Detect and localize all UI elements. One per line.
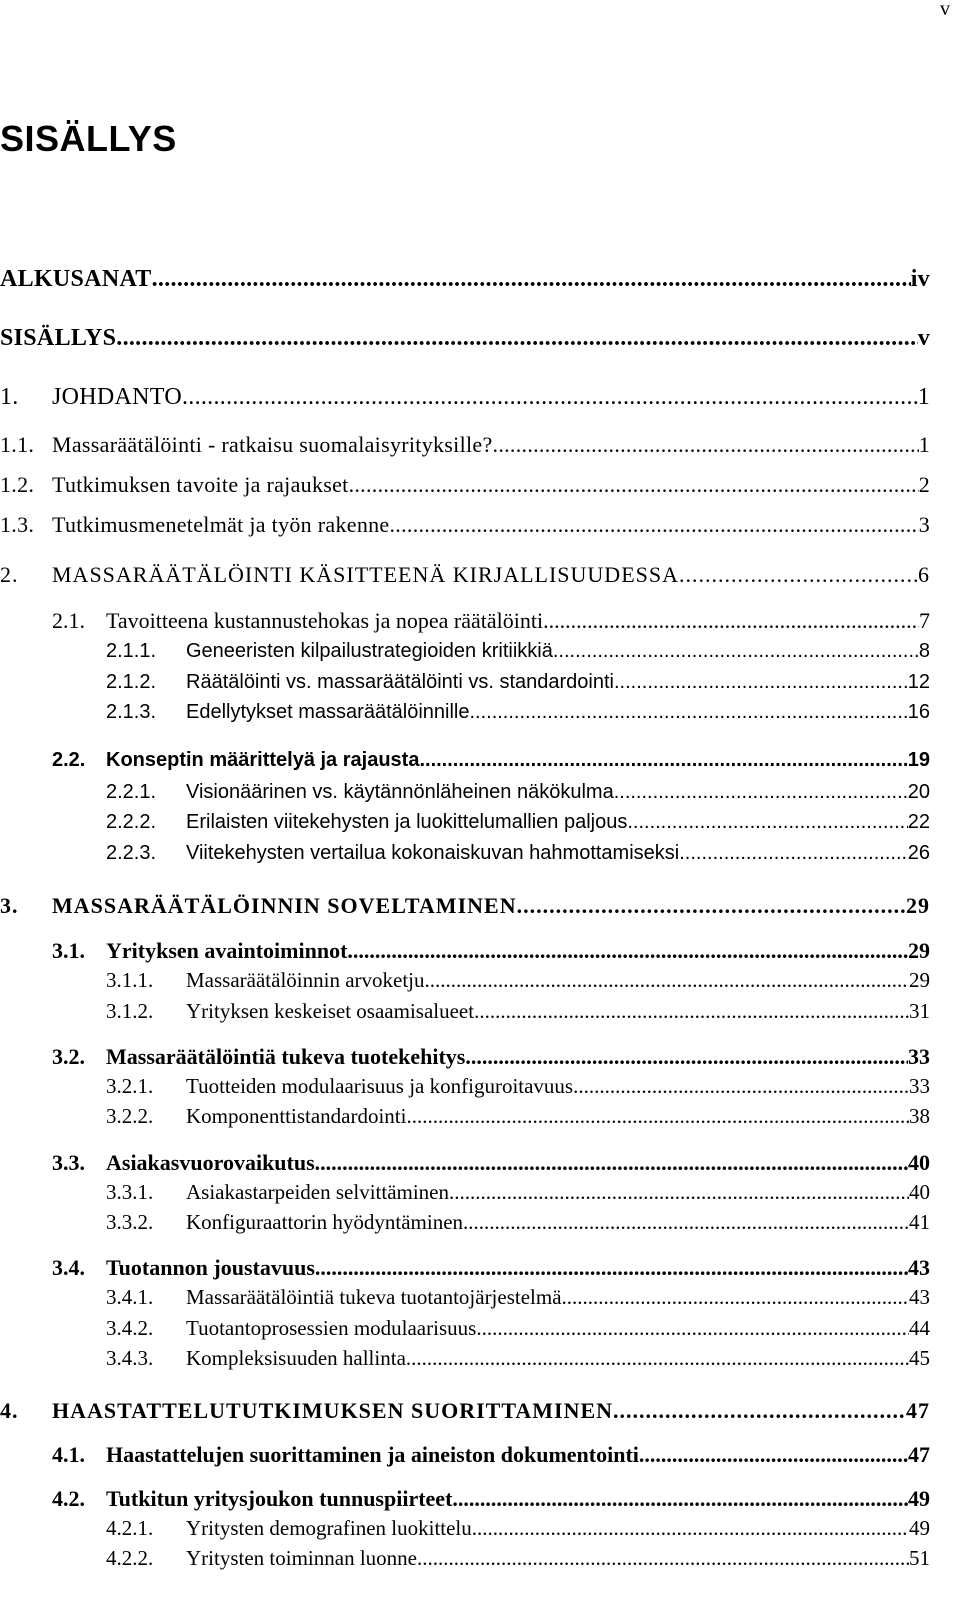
toc-entry-page: 43 xyxy=(909,1285,930,1309)
toc-entry-number: 3.4.1. xyxy=(106,1285,154,1309)
toc-entry-title: Konseptin määrittelyä ja rajausta xyxy=(106,749,420,771)
toc-leader xyxy=(627,811,907,834)
toc-leader xyxy=(493,432,919,458)
toc-leader xyxy=(553,640,919,663)
toc-entry-page: 47 xyxy=(906,1398,930,1423)
toc-entry-title: Massaräätälöinti - ratkaisu suomalaisyrityksille? xyxy=(52,432,493,457)
toc-entry-title: Räätälöinti vs. massaräätälöinti vs. standardointi xyxy=(186,671,614,693)
toc-entry-number: 2. xyxy=(0,562,19,587)
toc-entry-title: Tutkimusmenetelmät ja työn rakenne xyxy=(52,512,390,537)
toc-entry-number: 2.1.3. xyxy=(106,701,157,723)
toc-entry-title: Tutkitun yritysjoukon tunnuspiirteet xyxy=(106,1486,453,1511)
toc-leader xyxy=(614,781,908,804)
toc-entry-title: Tuotantoprosessien modulaarisuus xyxy=(186,1316,477,1340)
toc-leader xyxy=(406,1104,909,1129)
toc-entry-number: 3.2.1. xyxy=(106,1074,154,1098)
toc-entry-number: 3.1. xyxy=(52,938,85,963)
toc-entry[interactable] xyxy=(0,1346,930,1371)
toc-entry-page: 43 xyxy=(908,1255,930,1280)
toc-entry[interactable] xyxy=(0,1210,930,1235)
toc-entry-title: Viitekehysten vertailua kokonaiskuvan hahmottamiseksi xyxy=(186,842,680,864)
toc-entry[interactable] xyxy=(0,325,930,352)
toc-entry-number: 3.3. xyxy=(52,1150,85,1175)
toc-entry-number: 3.3.1. xyxy=(106,1180,154,1204)
toc-entry-number: 4.2.2. xyxy=(106,1546,154,1570)
toc-entry-page: v xyxy=(917,325,930,351)
toc-entry-number: 2.2.1. xyxy=(106,781,157,803)
toc-entry-page: 26 xyxy=(907,842,930,864)
toc-entry-page: 6 xyxy=(918,562,930,587)
toc-entry-title: Yritysten toiminnan luonne xyxy=(186,1546,417,1570)
toc-entry-number: 2.2.2. xyxy=(106,811,157,833)
toc-leader xyxy=(116,325,917,352)
toc-entry-title: MASSARÄÄTÄLÖINTI KÄSITTEENÄ KIRJALLISUUDESSA xyxy=(52,562,679,587)
toc-entry-page: 51 xyxy=(909,1546,930,1570)
toc-entry-page: 29 xyxy=(906,893,930,918)
toc-entry-page: 38 xyxy=(909,1104,930,1128)
toc-entry-number: 4. xyxy=(0,1398,19,1423)
toc-entry-title: ALKUSANAT xyxy=(0,266,152,292)
toc-leader xyxy=(613,1398,906,1424)
toc-entry-page: 44 xyxy=(909,1316,930,1340)
toc-leader xyxy=(406,1346,909,1371)
toc-leader xyxy=(452,1486,908,1512)
toc-leader xyxy=(469,701,907,724)
toc-entry-title: Visionäärinen vs. käytännönläheinen näkökulma xyxy=(186,781,614,803)
toc-leader xyxy=(449,1180,909,1205)
toc-entry[interactable] xyxy=(0,1044,930,1070)
toc-entry-page: 49 xyxy=(909,1516,930,1540)
toc-entry-page: 19 xyxy=(907,749,930,771)
toc-leader xyxy=(543,608,919,634)
toc-entry-title: Massaräätälöintiä tukeva tuotekehitys xyxy=(106,1044,466,1069)
toc-leader xyxy=(419,749,907,772)
toc-entry-number: 3.1.2. xyxy=(106,999,154,1023)
toc-entry[interactable] xyxy=(0,968,930,993)
toc-entry[interactable] xyxy=(0,1316,930,1341)
toc-entry-number: 3. xyxy=(0,893,19,918)
toc-entry-page: 40 xyxy=(908,1150,930,1175)
toc-entry[interactable] xyxy=(0,472,930,498)
toc-entry-title: Massaräätälöintiä tukeva tuotantojärjestelmä xyxy=(186,1285,562,1309)
toc-entry-title: Haastattelujen suorittaminen ja aineiston dokumentointi xyxy=(106,1442,639,1467)
toc-leader xyxy=(517,893,906,919)
toc-entry-title: Erilaisten viitekehysten ja luokittelumallien paljous xyxy=(186,811,628,833)
toc-entry-number: 2.1. xyxy=(52,608,85,633)
toc-entry-page: 7 xyxy=(919,608,930,633)
toc-entry-number: 1. xyxy=(0,384,19,410)
toc-entry-number: 2.2.3. xyxy=(106,842,157,864)
toc-entry[interactable] xyxy=(0,1398,930,1424)
toc-leader xyxy=(349,472,919,498)
toc-entry-title: Edellytykset massaräätälöinnille xyxy=(186,701,470,723)
toc-entry-number: 3.4.2. xyxy=(106,1316,154,1340)
toc-entry[interactable] xyxy=(0,1150,930,1176)
toc-leader xyxy=(639,1442,908,1468)
toc-entry[interactable] xyxy=(0,999,930,1024)
toc-entry[interactable] xyxy=(0,893,930,919)
toc-leader xyxy=(562,1285,909,1310)
toc-entry-page: iv xyxy=(910,266,930,292)
toc-entry-title: SISÄLLYS xyxy=(0,325,117,351)
toc-entry[interactable] xyxy=(0,1255,930,1281)
toc-entry-number: 3.4. xyxy=(52,1255,85,1280)
toc-entry-title: MASSARÄÄTÄLÖINNIN SOVELTAMINEN xyxy=(52,893,517,918)
toc-entry-page: 16 xyxy=(907,701,930,723)
toc-entry[interactable] xyxy=(0,384,930,411)
toc-entry[interactable] xyxy=(0,1486,930,1512)
toc-entry-number: 1.1. xyxy=(0,432,35,457)
toc-entry-number: 3.2.2. xyxy=(106,1104,154,1128)
toc-entry-title: Asiakastarpeiden selvittäminen xyxy=(186,1180,450,1204)
toc-entry-number: 3.4.3. xyxy=(106,1346,154,1370)
toc-entry[interactable] xyxy=(0,1104,930,1129)
toc-entry[interactable] xyxy=(0,1546,930,1571)
toc-leader xyxy=(315,1150,908,1176)
toc-entry[interactable] xyxy=(0,640,930,663)
toc-entry[interactable] xyxy=(0,671,930,694)
toc-entry[interactable] xyxy=(0,749,930,772)
toc-entry[interactable] xyxy=(0,701,930,724)
toc-leader xyxy=(679,562,918,588)
toc-entry-page: 41 xyxy=(909,1210,930,1234)
toc-entry-title: Tuotteiden modulaarisuus ja konfiguroitavuus xyxy=(186,1074,574,1098)
toc-entry-page: 20 xyxy=(907,781,930,803)
toc-leader xyxy=(573,1074,909,1099)
toc-entry-page: 12 xyxy=(907,671,930,693)
toc-entry-page: 29 xyxy=(908,938,930,963)
toc-entry-title: JOHDANTO xyxy=(52,384,182,410)
toc-leader xyxy=(476,1316,909,1341)
toc-leader xyxy=(465,1044,908,1070)
toc-leader xyxy=(390,512,919,538)
toc-entry[interactable] xyxy=(0,1285,930,1310)
toc-leader xyxy=(152,266,911,293)
page-number: v xyxy=(940,0,950,20)
toc-entry[interactable] xyxy=(0,432,930,458)
toc-entry-title: HAASTATTELUTUTKIMUKSEN SUORITTAMINEN xyxy=(52,1398,614,1423)
toc-entry-number: 2.2. xyxy=(52,749,86,771)
toc-entry-page: 8 xyxy=(918,640,930,662)
toc-entry[interactable] xyxy=(0,811,930,834)
toc-entry-number: 4.2.1. xyxy=(106,1516,154,1540)
toc-leader xyxy=(614,671,908,694)
toc-entry[interactable] xyxy=(0,1074,930,1099)
toc-entry-title: Yrityksen avaintoiminnot xyxy=(106,938,348,963)
toc-entry-title: Komponenttistandardointi xyxy=(186,1104,407,1128)
toc-entry-page: 22 xyxy=(907,811,930,833)
toc-leader xyxy=(463,1210,909,1235)
toc-entry-number: 3.2. xyxy=(52,1044,85,1069)
toc-entry-page: 1 xyxy=(917,384,930,410)
toc-entry-title: Kompleksisuuden hallinta xyxy=(186,1346,406,1370)
page-title: SISÄLLYS xyxy=(0,118,177,159)
toc-entry-number: 3.1.1. xyxy=(106,968,154,992)
toc-entry-page: 3 xyxy=(918,512,930,537)
toc-entry[interactable] xyxy=(0,266,930,293)
toc-leader xyxy=(182,384,918,411)
toc-entry-page: 45 xyxy=(909,1346,930,1370)
toc-entry-page: 31 xyxy=(909,999,930,1023)
toc-entry-number: 1.3. xyxy=(0,512,35,537)
toc-entry-number: 2.1.1. xyxy=(106,640,157,662)
toc-entry-page: 47 xyxy=(908,1442,930,1467)
toc-entry[interactable] xyxy=(0,1180,930,1205)
toc-entry-title: Yrityksen keskeiset osaamisalueet xyxy=(186,999,475,1023)
toc-entry-title: Konfiguraattorin hyödyntäminen xyxy=(186,1210,464,1234)
toc-entry-page: 29 xyxy=(909,968,930,992)
toc-entry-page: 49 xyxy=(908,1486,930,1511)
toc-entry[interactable] xyxy=(0,1516,930,1541)
toc-entry-number: 4.2. xyxy=(52,1486,85,1511)
toc-entry-number: 1.2. xyxy=(0,472,35,497)
toc-entry[interactable] xyxy=(0,512,930,538)
toc-entry-title: Massaräätälöinnin arvoketju xyxy=(186,968,425,992)
toc-leader xyxy=(315,1255,908,1281)
toc-entry-page: 2 xyxy=(918,472,930,497)
toc-entry[interactable] xyxy=(0,562,930,588)
toc-entry[interactable] xyxy=(0,1442,930,1468)
toc-entry-page: 33 xyxy=(909,1074,930,1098)
toc-entry[interactable] xyxy=(0,938,930,964)
toc-leader xyxy=(474,999,909,1024)
toc-entry-title: Asiakasvuorovaikutus xyxy=(106,1150,315,1175)
toc-leader xyxy=(425,968,909,993)
toc-entry-number: 3.3.2. xyxy=(106,1210,154,1234)
toc-entry-page: 1 xyxy=(918,432,930,457)
toc-entry-page: 40 xyxy=(909,1180,930,1204)
toc-leader xyxy=(679,842,908,865)
toc-leader xyxy=(417,1546,909,1571)
toc-entry[interactable] xyxy=(0,842,930,865)
toc-entry-title: Tutkimuksen tavoite ja rajaukset xyxy=(52,472,349,497)
toc-entry[interactable] xyxy=(0,781,930,804)
toc-entry-number: 2.1.2. xyxy=(106,671,157,693)
toc-entry-title: Geneeristen kilpailustrategioiden kritiikkiä xyxy=(186,640,553,662)
toc-entry-page: 33 xyxy=(908,1044,930,1069)
toc-leader xyxy=(472,1516,909,1541)
toc-entry-title: Tuotannon joustavuus xyxy=(106,1255,315,1280)
toc-entry-title: Yritysten demografinen luokittelu xyxy=(186,1516,472,1540)
toc-leader xyxy=(347,938,908,964)
toc-entry-title: Tavoitteena kustannustehokas ja nopea räätälöinti xyxy=(106,608,544,633)
toc-entry[interactable] xyxy=(0,608,930,634)
toc-entry-number: 4.1. xyxy=(52,1442,85,1467)
